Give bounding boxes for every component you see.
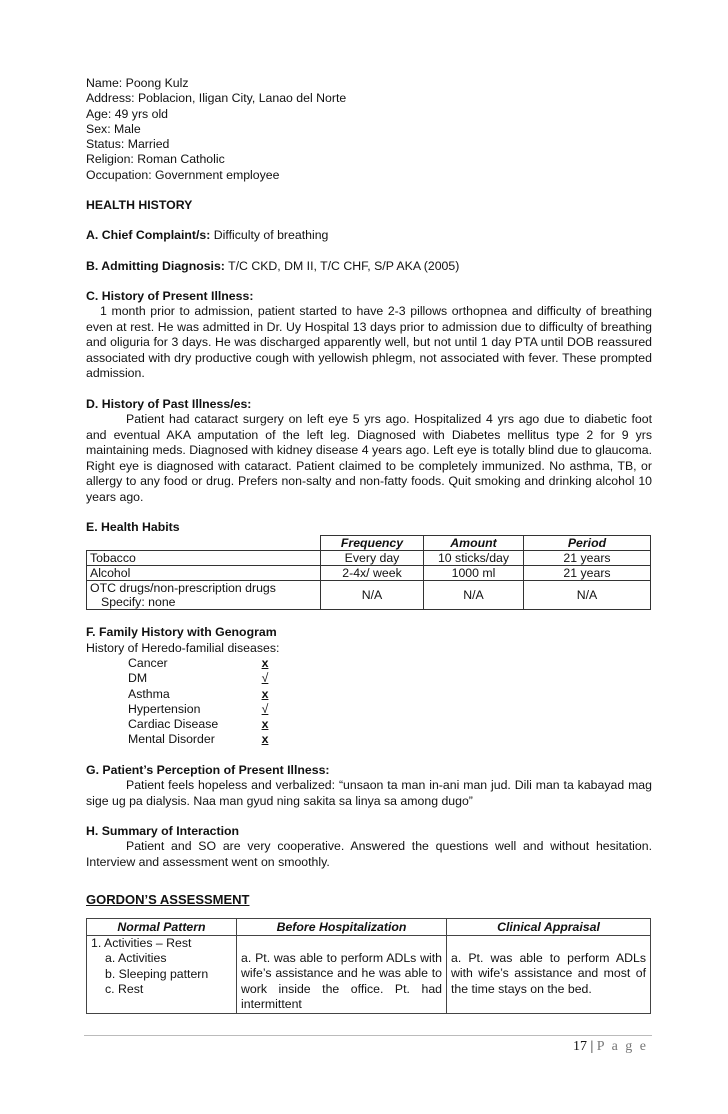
chief-complaint-value: Difficulty of breathing (213, 228, 329, 243)
habit-period: N/A (524, 581, 651, 610)
health-habits-section (86, 520, 652, 610)
habit-item-otc (87, 581, 321, 610)
patient-sex: Sex: Male (86, 121, 141, 136)
health-history-heading: HEALTH HISTORY (86, 198, 193, 213)
admitting-diagnosis-label: B. Admitting Diagnosis: (86, 258, 225, 273)
page-number (573, 1039, 648, 1055)
pattern-item: c. Rest (105, 982, 144, 997)
patient-age: Age: 49 yrs old (86, 106, 169, 121)
disease-mark: √ (261, 701, 269, 716)
list-item (128, 702, 652, 717)
page-separator: | (590, 1039, 594, 1054)
footer-rule (84, 1035, 652, 1036)
habit-amount: N/A (424, 581, 524, 610)
patient-info (86, 76, 652, 183)
patient-religion: Religion: Roman Catholic (86, 152, 225, 167)
pattern-title: 1. Activities – Rest (91, 935, 192, 950)
past-illness-title: D. History of Past Illness/es: (86, 396, 252, 411)
disease-name: Mental Disorder (128, 732, 215, 747)
table-row (87, 566, 651, 581)
disease-name: Cardiac Disease (128, 717, 219, 732)
page-label: P a g e (596, 1039, 648, 1054)
list-item (128, 656, 652, 671)
pattern-item: a. Activities (105, 951, 167, 966)
present-illness-title: C. History of Present Illness: (86, 288, 254, 303)
list-item (128, 687, 652, 702)
header-before-hospitalization: Before Hospitalization (237, 918, 447, 935)
header-frequency: Frequency (321, 536, 424, 551)
header-blank-cell (87, 536, 321, 551)
list-item (128, 717, 652, 732)
header-normal-pattern: Normal Pattern (87, 918, 237, 935)
disease-list (128, 656, 652, 748)
habit-frequency: N/A (321, 581, 424, 610)
header-period: Period (524, 536, 651, 551)
interaction-section (86, 824, 652, 870)
disease-mark: x (261, 655, 269, 670)
health-habits-title: E. Health Habits (86, 520, 180, 535)
disease-mark: √ (261, 671, 269, 686)
chief-complaint-label: A. Chief Complaint/s: (86, 228, 211, 243)
perception-title: G. Patient’s Perception of Present Illness: (86, 762, 330, 777)
past-illness-text: Patient had cataract surgery on left eye 5 yrs ago. Hospitalized 4 yrs ago due to diabetic foot and eventual AKA amputation of the left leg. Diagnosed with Diabetes mellitus type 2 for 9 yrs maintaining meds. Diagnosed with kidney disease 4 years ago. Left eye is totally blind due to glaucoma. Right eye is diagnosed with cataract. Patient claimed to be completely immunized. No asthma, TB, or allergy to any food or drug. Prefers non-salty and non-fatty foods. Quit smoking and drinking alcohol 10 years ago. (86, 412, 652, 504)
before-hospitalization-cell (237, 935, 447, 1013)
habit-frequency: Every day (321, 551, 424, 566)
habit-period: 21 years (524, 551, 651, 566)
present-illness-section (86, 289, 652, 382)
patient-status: Status: Married (86, 137, 170, 152)
document-page (86, 76, 652, 1014)
clinical-appraisal-text: a. Pt. was able to perform ADLs with wife’s assistance and most of the time stays on the bed. (451, 950, 646, 996)
disease-mark: x (261, 717, 269, 732)
disease-mark: x (261, 732, 269, 747)
gordon-table (86, 918, 651, 1014)
normal-pattern-cell (87, 935, 237, 1013)
table-row (87, 581, 651, 610)
pattern-item: b. Sleeping pattern (105, 966, 209, 981)
perception-text: Patient feels hopeless and verbalized: “unsaon ta man in-ani man jud. Dili man ta kabayad mag sige ug pa dialysis. Naa man gyud ning sakita sa linya sa among dugo” (86, 778, 652, 808)
admitting-diagnosis-value: T/C CKD, DM II, T/C CHF, S/P AKA (2005) (228, 258, 460, 273)
family-history-subtitle: History of Heredo-familial diseases: (86, 640, 280, 655)
before-hospitalization-text: a. Pt. was able to perform ADLs with wife’s assistance and he was able to work inside the office. Pt. had intermittent (241, 950, 442, 1012)
health-habits-header-row (87, 536, 651, 551)
header-amount: Amount (424, 536, 524, 551)
list-item (128, 671, 652, 686)
header-clinical-appraisal: Clinical Appraisal (447, 918, 651, 935)
gordon-header-row (87, 918, 651, 935)
admitting-diagnosis (86, 259, 652, 274)
page-number-value: 17 (572, 1039, 587, 1054)
disease-mark: x (261, 686, 269, 701)
gordon-heading: GORDON’S ASSESSMENT (86, 892, 250, 908)
habit-amount: 10 sticks/day (424, 551, 524, 566)
habit-item: Alcohol (87, 566, 321, 581)
clinical-appraisal-cell (447, 935, 651, 1013)
interaction-title: H. Summary of Interaction (86, 824, 240, 839)
otc-specify: Specify: none (101, 595, 176, 610)
disease-name: Hypertension (128, 701, 201, 716)
patient-occupation: Occupation: Government employee (86, 167, 280, 182)
habit-amount: 1000 ml (424, 566, 524, 581)
habit-frequency: 2-4x/ week (321, 566, 424, 581)
health-habits-table (86, 535, 651, 610)
otc-label: OTC drugs/non-prescription drugs (90, 581, 276, 596)
patient-address: Address: Poblacion, Iligan City, Lanao del Norte (86, 91, 347, 106)
disease-name: Cancer (128, 655, 168, 670)
chief-complaint (86, 228, 652, 243)
disease-name: DM (128, 671, 148, 686)
table-row (87, 551, 651, 566)
disease-name: Asthma (128, 686, 170, 701)
present-illness-text: 1 month prior to admission, patient started to have 2-3 pillows orthopnea and difficulty of breathing even at rest. He was admitted in Dr. Uy Hospital 13 days prior to admission due to difficulty of breathing and oliguria for 3 days. He was discharged apparently well, but not until 1 day PTA until DOB reassured associated with dry productive cough with yellowish phlegm, not associated with fever. These prompted admission. (86, 304, 652, 381)
habit-item: Tobacco (87, 551, 321, 566)
table-row (87, 935, 651, 1013)
list-item (128, 732, 652, 747)
interaction-text: Patient and SO are very cooperative. Answered the questions well and without hesitation. Interview and assessment went on smoothly. (86, 839, 652, 869)
family-history-section (86, 625, 652, 747)
family-history-title: F. Family History with Genogram (86, 625, 277, 640)
patient-name: Name: Poong Kulz (86, 76, 189, 90)
past-illness-section (86, 397, 652, 505)
perception-section (86, 763, 652, 809)
habit-period: 21 years (524, 566, 651, 581)
